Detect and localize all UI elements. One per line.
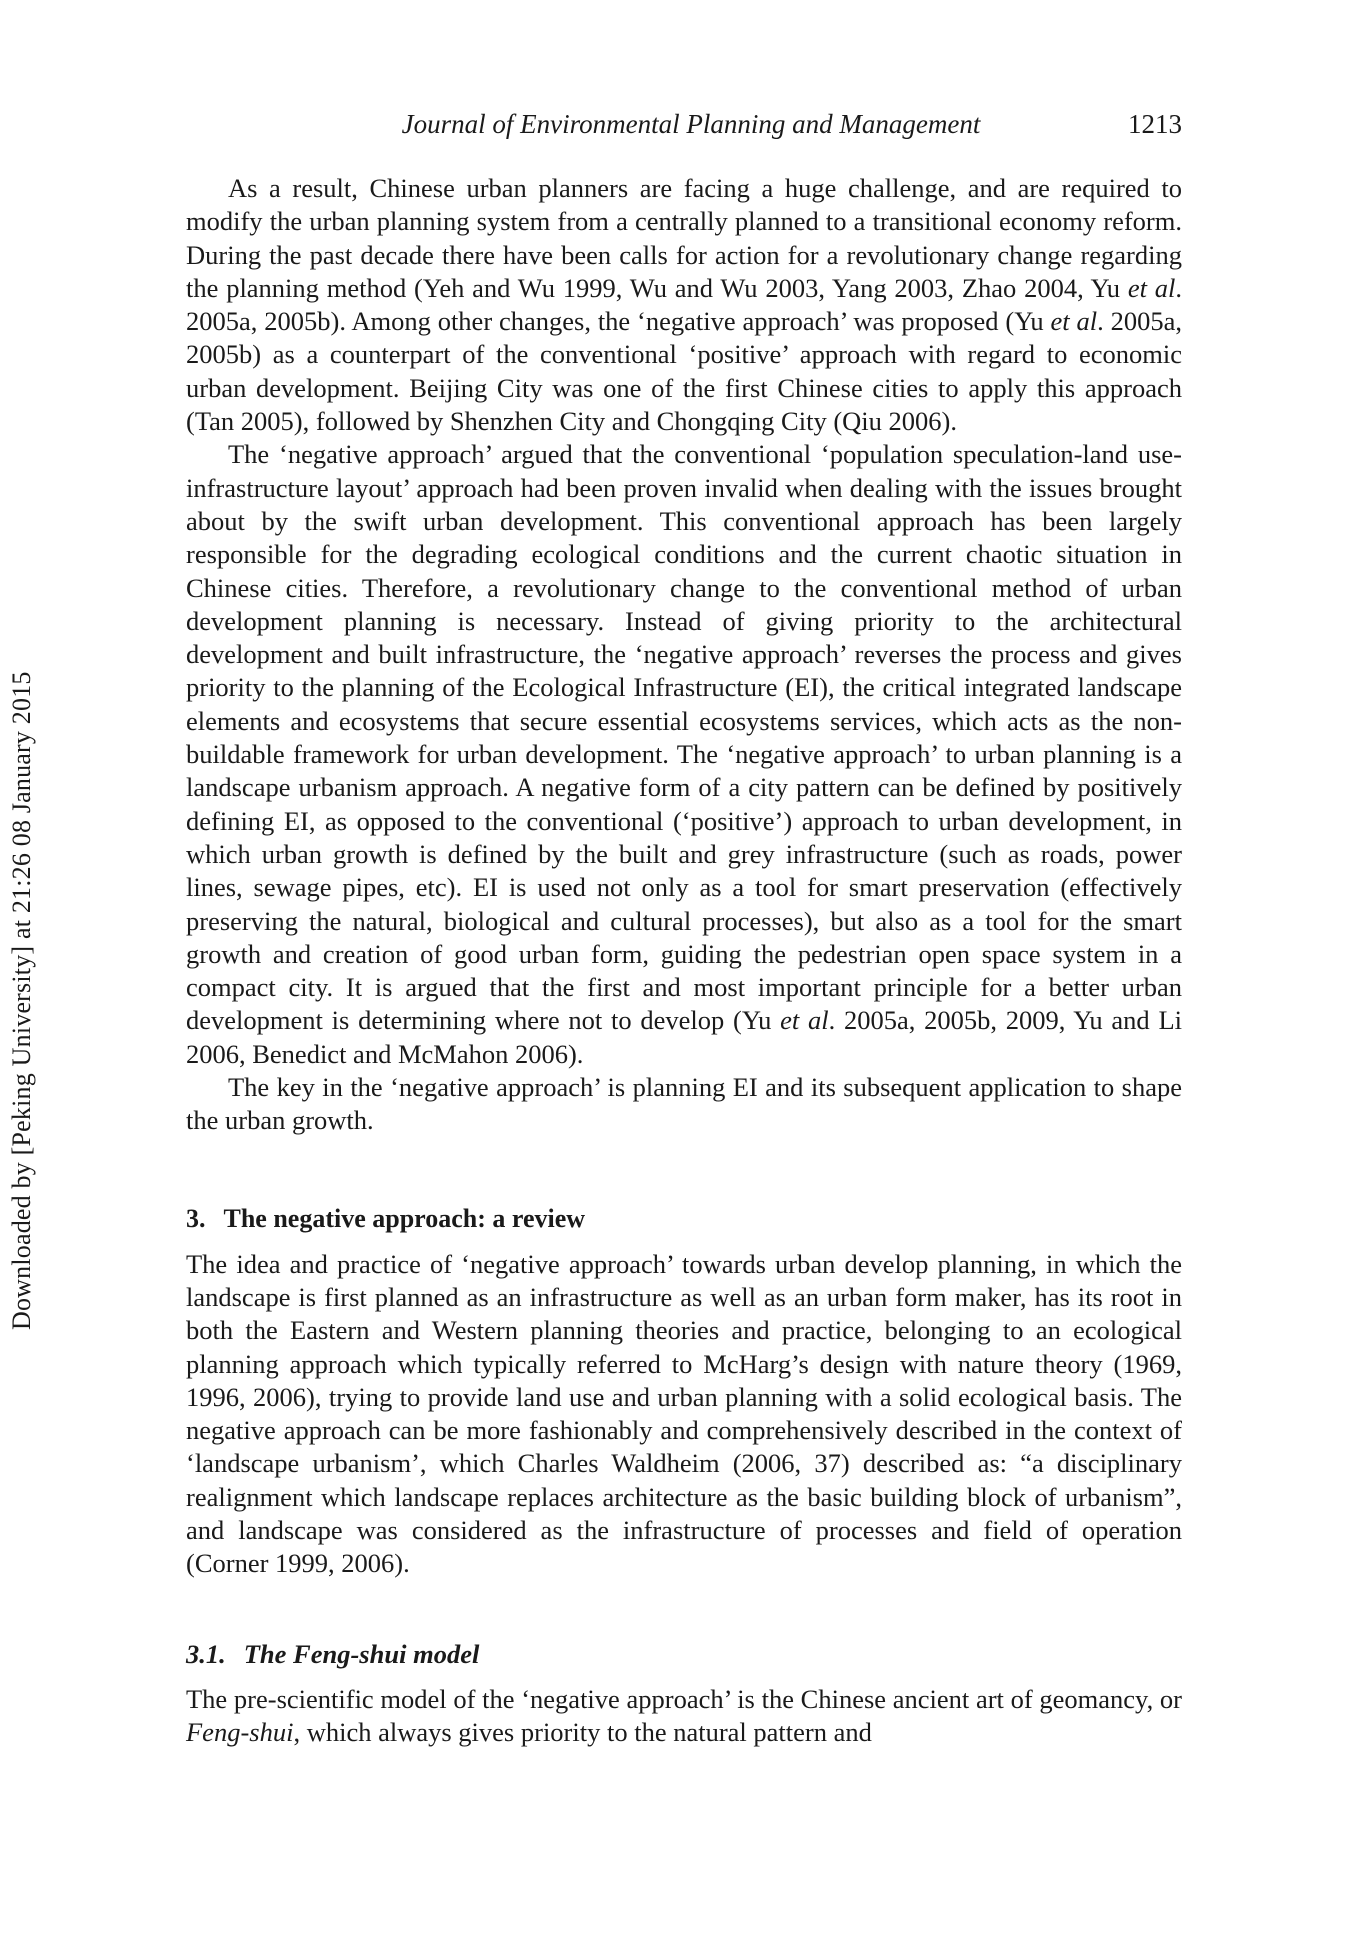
text-run: The ‘negative approach’ argued that the conventional ‘population speculation-land use-infrastructure layout’ approach had been proven invalid when dealing with the issues brought about by the swift urban development. This conventional approach has been largely responsible for the degrading ecological conditions and the current chaotic situation in Chinese cities. Therefore, a revolutionary change to the conventional method of urban development planning is necessary. Instead of giving priority to the architectural development and built infrastructure, the ‘negative approach’ reverses the process and gives priority to the planning of the Ecological Infrastructure (EI), the critical integrated landscape elements and ecosystems that secure essential ecosystems services, which acts as the non-buildable framework for urban development. The ‘negative approach’ to urban planning is a landscape urbanism approach. A negative form of a city pattern can be defined by positively defining EI, as opposed to the conventional (‘positive’) approach to urban development, in which urban growth is defined by the built and grey infrastructure (such as roads, power lines, sewage pipes, etc). EI is used not only as a tool for smart preservation (effectively preserving the natural, biological and cultural processes), but also as a tool for the smart growth and creation of good urban form, guiding the pedestrian open space system in a compact city. It is argued that the first and most important principle for a better urban development is determining where not to develop (Yu (186, 439, 1182, 1036)
article-body (186, 172, 1182, 1749)
subsection-number: 3.1. (186, 1638, 226, 1669)
text-run: The pre-scientific model of the ‘negative approach’ is the Chinese ancient art of geomancy, or (186, 1683, 1182, 1714)
italic-text: et al (1127, 272, 1176, 303)
text-run: . 2005a, 2005b). Among other changes, the ‘negative approach’ was proposed (Yu (186, 272, 1182, 337)
text-run: As a result, Chinese urban planners are facing a huge challenge, and are required to modify the urban planning system from a centrally planned to a transitional economy reform. During the past decade there have been calls for action for a revolutionary change regarding the planning method (Yeh and Wu 1999, Wu and Wu 2003, Yang 2003, Zhao 2004, Yu (186, 173, 1182, 303)
paragraph (186, 1683, 1182, 1750)
paragraph (186, 438, 1182, 1071)
italic-text: et al (780, 1005, 829, 1036)
subsection-title: The Feng-shui model (243, 1638, 480, 1669)
subsection-heading (186, 1636, 1182, 1672)
text-run: . 2005a, 2005b) as a counterpart of the conventional ‘positive’ approach with regard to economic urban development. Beijing City was one of the first Chinese cities to apply this approach (Tan 2005), followed by Shenzhen City and Chongqing City (Qiu 2006). (186, 306, 1182, 437)
italic-text: et al (1050, 306, 1098, 337)
section-number: 3. (186, 1203, 206, 1233)
journal-title: Journal of Environmental Planning and Management (401, 109, 981, 139)
paragraph (186, 172, 1182, 438)
paragraph (186, 1071, 1182, 1138)
text-run: The key in the ‘negative approach’ is planning EI and its subsequent application to shape the urban growth. (186, 1072, 1182, 1136)
text-run: . 2005a, 2005b, 2009, Yu and Li 2006, Benedict and McMahon 2006). (186, 1005, 1182, 1069)
italic-text: Feng-shui (186, 1716, 294, 1747)
paragraph (186, 1248, 1182, 1581)
text-run: , which always gives priority to the natural pattern and (293, 1716, 872, 1747)
section-title: The negative approach: a review (223, 1203, 586, 1233)
running-header (186, 106, 1182, 142)
section-heading (186, 1201, 1182, 1237)
page-number: 1213 (1128, 109, 1182, 139)
text-run: The idea and practice of ‘negative approach’ towards urban develop planning, in which the landscape is first planned as an infrastructure as well as an urban form maker, has its root in both the Eastern and Western planning theories and practice, belonging to an ecological planning approach which typically referred to McHarg’s design with nature theory (1969, 1996, 2006), trying to provide land use and urban planning with a solid ecological basis. The negative approach can be more fashionably and comprehensively described in the context of ‘landscape urbanism’, which Charles Waldheim (2006, 37) described as: “a disciplinary realignment which landscape replaces architecture as the basic building block of urbanism”, and landscape was considered as the infrastructure of processes and field of operation (Corner 1999, 2006). (186, 1248, 1182, 1579)
download-watermark: Downloaded by [Peking University] at 21:26 08 January 2015 (7, 671, 36, 1330)
